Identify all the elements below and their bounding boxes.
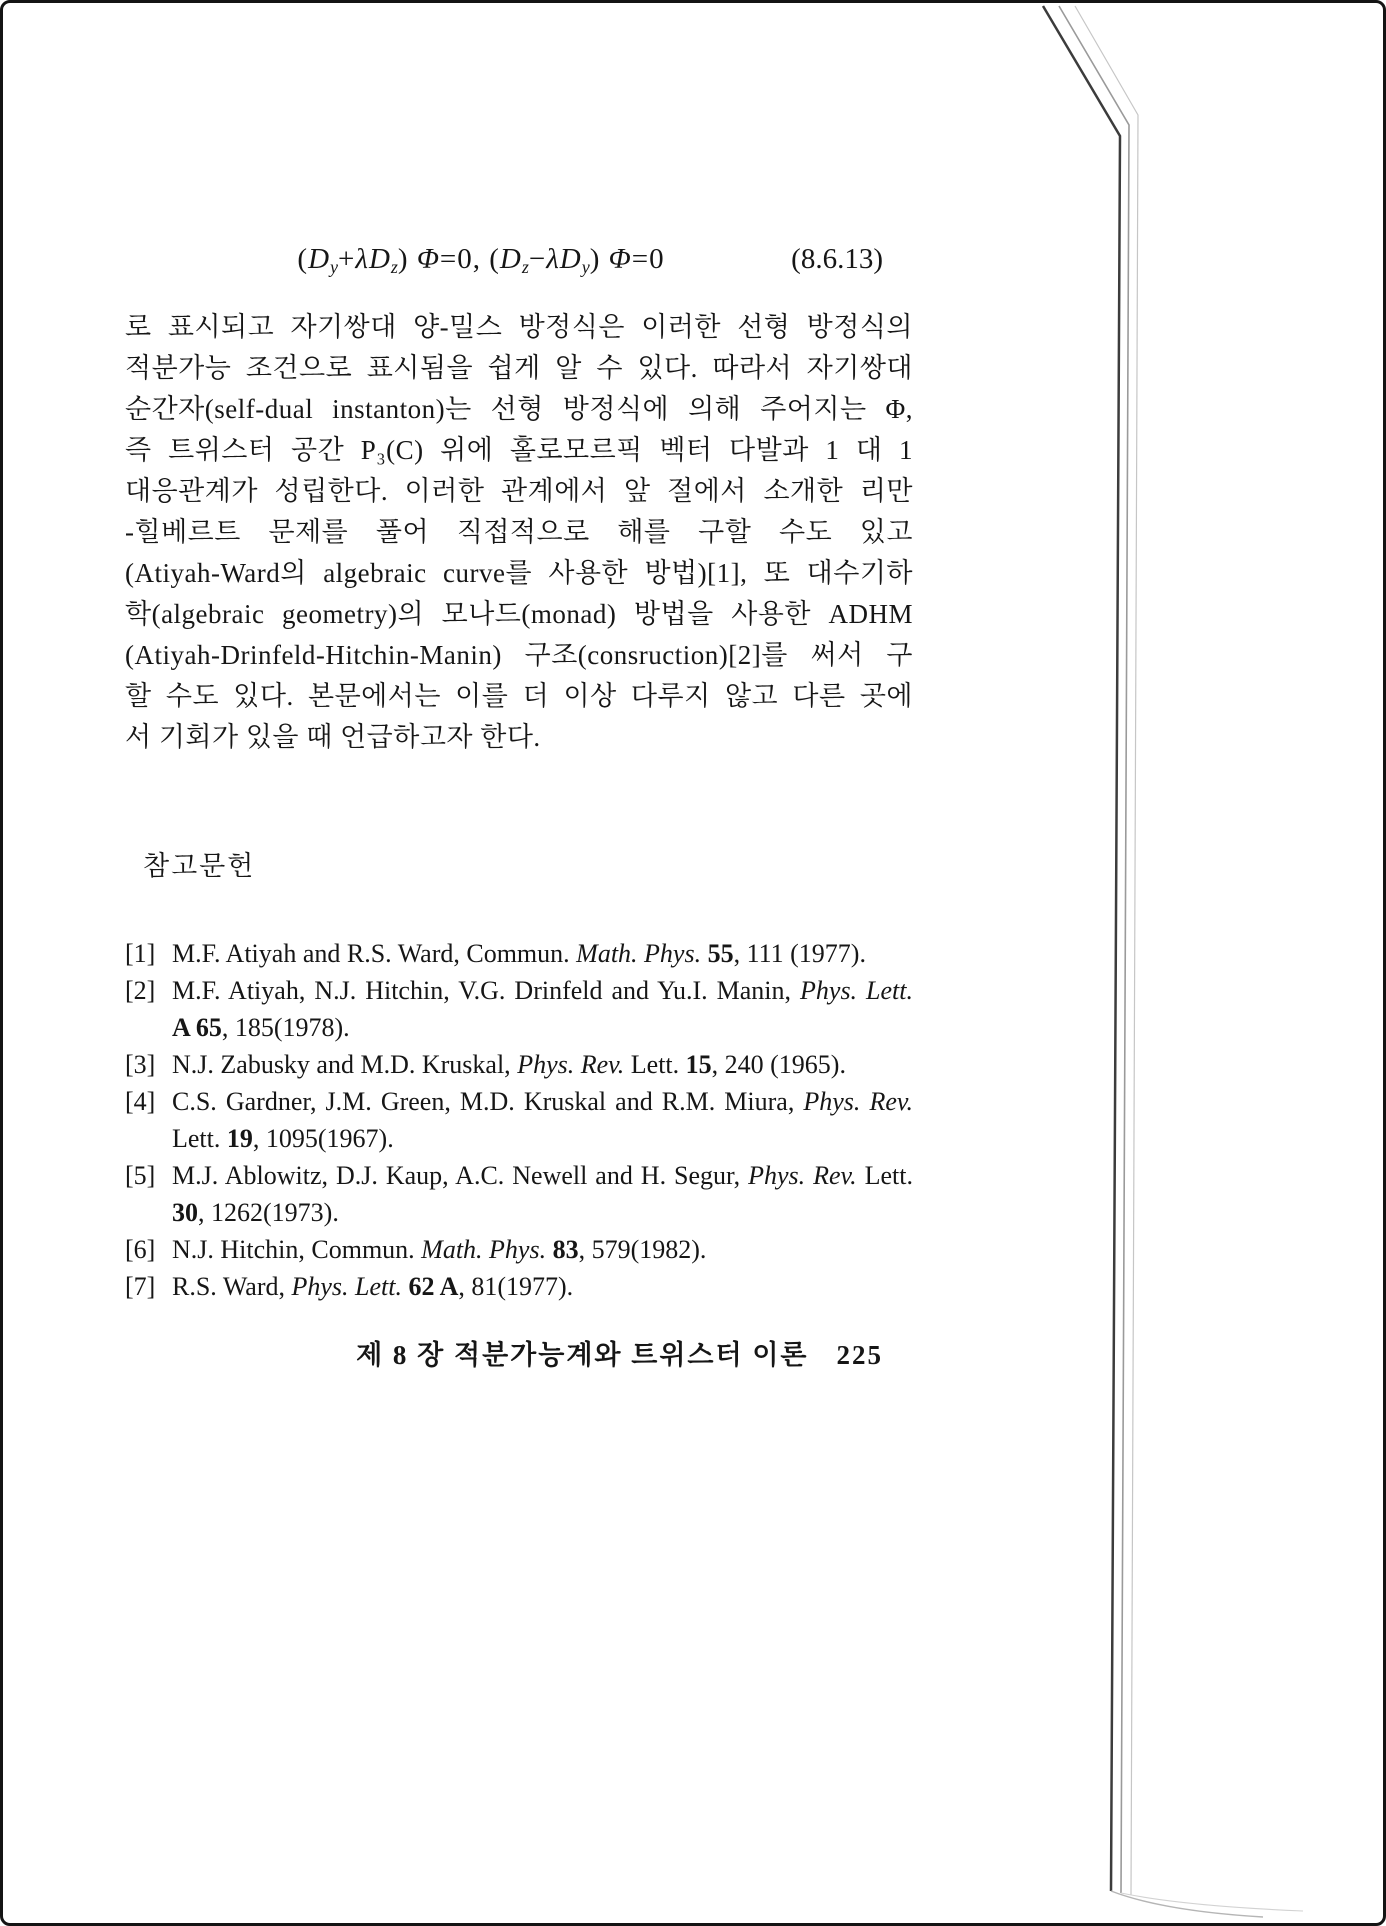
equation-row [125, 243, 913, 287]
paragraph-line: 로 표시되고 자기쌍대 양-밀스 방정식은 이러한 선형 방정식의 [125, 312, 913, 342]
reference-text: N.J. Hitchin, Commun. Math. Phys. 83, 579(1982). [172, 1235, 707, 1264]
paragraph-line: 할 수도 있다. 본문에서는 이를 더 이상 다루지 않고 다른 곳에 [125, 681, 913, 711]
paragraph-line: -힐베르트 문제를 풀어 직접적으로 해를 구할 수도 있고 [125, 517, 913, 547]
reference-text: R.S. Ward, Phys. Lett. 62 A, 81(1977). [172, 1272, 574, 1301]
reference-item [125, 935, 913, 972]
body-paragraph [125, 307, 913, 758]
reference-item [125, 972, 913, 1046]
chapter-title: 제 8 장 적분가능계와 트위스터 이론 [356, 1340, 809, 1370]
reference-label: [6] [125, 1235, 156, 1264]
reference-text: M.F. Atiyah and R.S. Ward, Commun. Math. Phys. 55, 111 (1977). [172, 939, 866, 968]
reference-label: [2] [125, 976, 156, 1005]
paragraph-line: 순간자(self-dual instanton)는 선형 방정식에 의해 주어지는 Φ, [125, 394, 913, 424]
reference-text: M.J. Ablowitz, D.J. Kaup, A.C. Newell and H. Segur, Phys. Rev. Lett. 30, 1262(1973). [172, 1161, 913, 1227]
reference-label: [1] [125, 939, 156, 968]
reference-label: [4] [125, 1087, 156, 1116]
paragraph-line: (Atiyah-Ward의 algebraic curve를 사용한 방법)[1], 또 대수기하 [125, 558, 913, 588]
equation-number: (8.6.13) [791, 243, 883, 275]
references-list [125, 935, 913, 1305]
reference-item [125, 1046, 913, 1083]
page-footer [125, 1333, 913, 1372]
reference-item [125, 1157, 913, 1231]
reference-item [125, 1268, 913, 1305]
references-heading: 참고문헌 [143, 851, 256, 881]
reference-item [125, 1231, 913, 1268]
reference-item [125, 1083, 913, 1157]
page-content [125, 3, 913, 1372]
paragraph-line: 즉 트위스터 공간 P₃(C) 위에 홀로모르픽 벡터 다발과 1 대 1 [125, 435, 913, 465]
reference-text: C.S. Gardner, J.M. Green, M.D. Kruskal and R.M. Miura, Phys. Rev. Lett. 19, 1095(1967). [172, 1087, 913, 1153]
reference-label: [3] [125, 1050, 156, 1079]
paragraph-line: 서 기회가 있을 때 언급하고자 한다. [125, 722, 541, 752]
paragraph-line: 대응관계가 성립한다. 이러한 관계에서 앞 절에서 소개한 리만 [125, 476, 913, 506]
reference-label: [7] [125, 1272, 156, 1301]
page-number: 225 [836, 1340, 883, 1370]
reference-text: M.F. Atiyah, N.J. Hitchin, V.G. Drinfeld and Yu.I. Manin, Phys. Lett. A 65, 185(1978). [172, 976, 913, 1042]
reference-text: N.J. Zabusky and M.D. Kruskal, Phys. Rev. Lett. 15, 240 (1965). [172, 1050, 846, 1079]
paragraph-line: 적분가능 조건으로 표시됨을 쉽게 알 수 있다. 따라서 자기쌍대 [125, 353, 913, 383]
equation: (Dy+λDz) Φ=0, (Dz−λDy) Φ=0 [297, 243, 665, 278]
paragraph-line: (Atiyah-Drinfeld-Hitchin-Manin) 구조(consruction)[2]를 써서 구 [125, 640, 913, 670]
reference-label: [5] [125, 1161, 156, 1190]
paragraph-line: 학(algebraic geometry)의 모나드(monad) 방법을 사용한 ADHM [125, 599, 913, 629]
